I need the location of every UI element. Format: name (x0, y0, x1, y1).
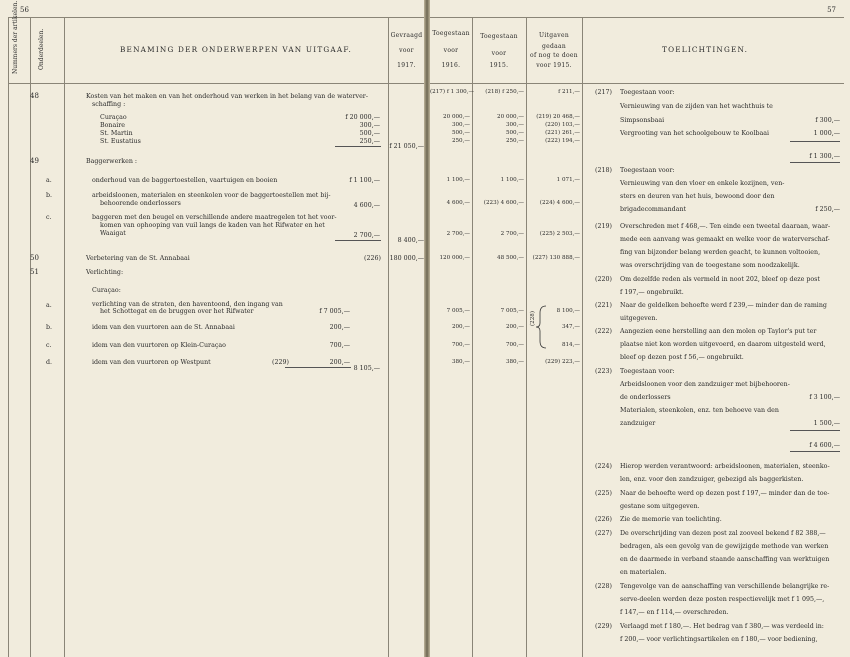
note-text: Toegestaan voor: (620, 368, 675, 375)
total: 180 000,— (389, 255, 424, 262)
note-text: f 147,— en f 114,— overschreden. (620, 609, 729, 616)
subtotal-rule (335, 240, 381, 241)
note-text: Overschreden met f 468,—. Ten einde een tweetal daaraan, waar- (620, 223, 831, 230)
note-number: (220) (595, 276, 612, 283)
note-text: gestane som uitgegeven. (620, 503, 700, 510)
note-text: Naar de geldelken behoefte werd f 239,— minder dan de raming (620, 302, 827, 309)
note-number: (228) (595, 583, 612, 590)
left-page (0, 0, 424, 657)
note-number: (219) (595, 223, 612, 230)
note-ref: (229) (272, 359, 289, 366)
col-header-1915-b: voor (491, 50, 507, 57)
amount: 200,— (329, 324, 350, 331)
col-rule (388, 18, 389, 657)
value-1915: 48 500,— (497, 255, 524, 261)
value-1915: 2 700,— (500, 231, 524, 237)
page-number-right: 57 (827, 6, 836, 14)
col-rule (8, 18, 9, 657)
row-text: Kosten van het maken en van het onderhoud van werken in het belang van de waterver- (86, 93, 368, 100)
sum-rule (790, 162, 840, 163)
place: St. Martin (100, 130, 133, 137)
value-1915: 7 005,— (500, 308, 524, 314)
col-header-spent-b: gedaan (541, 43, 567, 50)
amount: 700,— (329, 342, 350, 349)
row-text: arbeidsloonen, materialen en steenkolen voor de baggertoestellen met bij- (92, 192, 331, 199)
col-header-requested-2: voor (399, 47, 414, 54)
col-header-requested-1: Gevraagd (390, 32, 423, 39)
header-bottom-rule (430, 83, 844, 84)
note-text: Hierop werden verantwoord: arbeidsloonen, materialen, steenko- (620, 463, 830, 470)
note-amount: f 4 600,— (809, 442, 840, 449)
sum-rule (790, 141, 840, 142)
value-spent: 814,— (561, 342, 580, 348)
article-number: 51 (30, 268, 39, 276)
header-bottom-rule (8, 83, 424, 84)
value-spent: (221) 261,— (545, 130, 580, 136)
note-text: sters en deuren van het huis, bewoond door den (620, 193, 775, 200)
row-text: Verbetering van de St. Annabaai (86, 255, 190, 262)
note-text: Simpsonsbaai (620, 117, 665, 124)
note-text: Vernieuwing van den vloer en enkele kozijnen, ven- (620, 180, 785, 187)
row-text: idem van den vuurtoren op Westpunt (92, 359, 211, 366)
place: St. Eustatius (100, 138, 141, 145)
note-text: Verlaagd met f 180,—. Het bedrag van f 380,— was verdeeld in: (620, 623, 824, 630)
value-spent: (225) 2 503,— (539, 231, 580, 237)
place: Curaçao (100, 114, 127, 121)
value-1916: 300,— (451, 122, 470, 128)
page-number-left: 56 (20, 6, 29, 14)
note-amount: f 300,— (815, 117, 840, 124)
col-header-spent-a: Uitgaven (538, 32, 569, 39)
note-text: Materialen, steenkolen, enz. ten behoeve van den (620, 407, 779, 414)
value-1915: 380,— (505, 359, 524, 365)
total: 8 400,— (397, 237, 424, 244)
value-1916: 500,— (451, 130, 470, 136)
value-1915: 500,— (505, 130, 524, 136)
row-text: Waaigat (100, 230, 126, 237)
amount: f 7 005,— (319, 308, 350, 315)
note-text: Vernieuwing van de zijden van het wachthuis te (620, 103, 773, 110)
note-text: mede een aanvang was gemaakt en welke voor de waterverschaf- (620, 236, 830, 243)
note-number: (229) (595, 623, 612, 630)
value-1915: (218) f 250,— (485, 89, 524, 95)
sub-letter: c. (46, 342, 52, 349)
value-1915: 1 100,— (500, 177, 524, 183)
value-spent: (229) 223,— (545, 359, 580, 365)
header-top-rule (8, 17, 424, 18)
value-spent: (219) 20 468,— (536, 114, 580, 120)
col-header-spent-c: of nog te doen (530, 52, 578, 59)
amount: f 20 000,— (345, 114, 380, 121)
amount: 2 700,— (353, 232, 380, 239)
note-ref: (226) (364, 255, 381, 262)
note-text: zandzuiger (620, 420, 656, 427)
note-text: Naar de behoefte werd op dezen post f 197,— minder dan de toe- (620, 490, 830, 497)
note-text: Om dezelfde reden als vermeld in noot 202, bleef op deze post (620, 276, 820, 283)
row-text: het Schottegat en de bruggen over het Rifwater (100, 308, 254, 315)
row-text: baggeren met den beugel en verschillende andere maatregelen tot het voor- (92, 214, 337, 221)
amount: 300,— (359, 122, 380, 129)
amount: 200,— (329, 359, 350, 366)
value-spent: (220) 103,— (545, 122, 580, 128)
article-number: 49 (30, 157, 39, 165)
value-1916: 20 000,— (443, 114, 470, 120)
value-1915: 20 000,— (497, 114, 524, 120)
note-number: (218) (595, 167, 612, 174)
row-text: Curaçao: (92, 287, 121, 294)
note-number: (224) (595, 463, 612, 470)
value-spent: (222) 194,— (545, 138, 580, 144)
col-header-1915-c: 1915. (489, 62, 509, 69)
row-text: onderhoud van de baggertoestellen, vaartuigen en booien (92, 177, 278, 184)
amount: 4 600,— (353, 202, 380, 209)
row-text: idem van den vuurtoren op Klein-Curaçao (92, 342, 226, 349)
value-spent: (227) 130 888,— (532, 255, 580, 261)
article-number: 50 (30, 254, 39, 262)
note-text: Toegestaan voor: (620, 167, 675, 174)
note-text: Toegestaan voor: (620, 89, 675, 96)
sub-letter: b. (46, 192, 53, 199)
value-1915: 200,— (505, 324, 524, 330)
note-text: serve-deelen werden deze posten respectievelijk met f 1 095,—, (620, 596, 825, 603)
value-1915: 250,— (505, 138, 524, 144)
col-header-requested-3: 1917. (397, 62, 416, 69)
note-number: (227) (595, 530, 612, 537)
value-spent: 1 071,— (556, 177, 580, 183)
note-text: len, enz. voor den zandzuiger, gebezigd als baggerkisten. (620, 476, 804, 483)
note-text: De overschrijding van dezen post zal zooveel bekend f 82 388,— (620, 530, 826, 537)
sub-letter: a. (46, 177, 52, 184)
amount: f 1 100,— (349, 177, 380, 184)
note-text: f 200,— voor verlichtingsartikelen en f 180,— voor bediening, (620, 636, 818, 643)
col-rule (64, 18, 65, 657)
sub-letter: b. (46, 324, 53, 331)
row-text: schaffing : (92, 101, 126, 108)
col-header-spent-d: voor 1915. (536, 62, 572, 69)
brace-note-ref: (228) (530, 310, 536, 326)
sub-letter: d. (46, 359, 53, 366)
note-amount: f 250,— (815, 206, 840, 213)
col-header-title: BENAMING DER ONDERWERPEN VAN UITGAAF. (120, 45, 353, 54)
value-spent: 8 100,— (556, 308, 580, 314)
total: 8 105,— (353, 365, 380, 372)
note-text: bedragen, als een gevolg van de gewijzigde methode van werken (620, 543, 829, 550)
col-rule (582, 18, 583, 657)
col-header-1916-c: 1916. (441, 62, 461, 69)
note-text: Arbeidsloonen voor den zandzuiger met bijbehooren- (620, 381, 790, 388)
note-number: (217) (595, 89, 612, 96)
note-text: Zie de memorie van toelichting. (620, 516, 722, 523)
value-1916: 4 600,— (446, 200, 470, 206)
value-1916: 1 100,— (446, 177, 470, 183)
col-header-1916-a: Toegestaan (432, 30, 470, 37)
value-1916: (217) f 1 300,— (430, 89, 475, 95)
value-1915: 700,— (505, 342, 524, 348)
note-number: (223) (595, 368, 612, 375)
col-rule (30, 18, 31, 657)
sub-letter: a. (46, 302, 52, 309)
row-text: behoorende onderlossers (100, 200, 181, 207)
value-1916: 200,— (451, 324, 470, 330)
note-text: uitgegeven. (620, 315, 658, 322)
note-text: Vergrooting van het schoolgebouw te Koolbaai (620, 130, 770, 137)
value-spent: 347,— (561, 324, 580, 330)
sub-letter: c. (46, 214, 52, 221)
note-number: (225) (595, 490, 612, 497)
note-amount: f 1 300,— (809, 153, 840, 160)
header-top-rule (430, 17, 844, 18)
col-header-1916-b: voor (443, 47, 459, 54)
note-amount: 1 000,— (813, 130, 840, 137)
note-text: was overschrijding van de toegestane som noodzakelijk. (620, 262, 800, 269)
right-page (430, 0, 850, 657)
col-header-article: Nummers der artikelen. (12, 0, 19, 74)
col-rule (472, 18, 473, 657)
value-1915: 300,— (505, 122, 524, 128)
value-1916: 7 005,— (446, 308, 470, 314)
value-1916: 700,— (451, 342, 470, 348)
value-1916: 380,— (451, 359, 470, 365)
note-amount: 1 500,— (813, 420, 840, 427)
note-number: (222) (595, 328, 612, 335)
row-text: verlichting van de straten, den haventoond, den ingang van (92, 301, 283, 308)
amount: 500,— (359, 130, 380, 137)
note-text: bleef op dezen post f 56,— ongebruikt. (620, 354, 744, 361)
note-text: en materialen. (620, 569, 667, 576)
value-1916: 250,— (451, 138, 470, 144)
note-text: Tengevolge van de aanschaffing van verschillende belangrijke re- (620, 583, 830, 590)
value-1916: 120 000,— (439, 255, 470, 261)
sum-rule (790, 451, 840, 452)
note-text: f 197,— ongebruikt. (620, 289, 684, 296)
value-1915: (223) 4 600,— (483, 200, 524, 206)
value-spent: (224) 4 600,— (539, 200, 580, 206)
note-text: plaatse niet kon worden uitgevoerd, en daarom uitgesteld werd, (620, 341, 826, 348)
col-header-notes: TOELICHTINGEN. (662, 45, 749, 54)
col-header-sub: Onderdeelen. (38, 28, 45, 70)
col-rule (526, 18, 527, 657)
row-text: idem van den vuurtoren aan de St. Annabaai (92, 324, 235, 331)
subtotal-rule (335, 146, 381, 147)
amount: 250,— (359, 138, 380, 145)
note-text: fing van bijzonder belang werden geacht, te kunnen voltooien, (620, 249, 821, 256)
note-number: (221) (595, 302, 612, 309)
value-spent: f 211,— (558, 89, 580, 95)
value-1916: 2 700,— (446, 231, 470, 237)
row-text: komen van ophooping van vuil langs de kaden van het Rifwater en het (100, 222, 325, 229)
col-header-1915-a: Toegestaan (480, 33, 518, 40)
article-number: 48 (30, 92, 39, 100)
note-amount: f 3 100,— (809, 394, 840, 401)
note-text: Aangezien eene herstelling aan den molen op Taylor's put ter (620, 328, 817, 335)
note-text: de onderlossers (620, 394, 671, 401)
row-text: Verlichting: (86, 269, 124, 276)
sum-rule (790, 430, 840, 431)
note-number: (226) (595, 516, 612, 523)
total: f 21 050,— (389, 143, 424, 150)
note-text: brigadecommandant (620, 206, 687, 213)
row-text: Baggerwerken : (86, 158, 138, 165)
place: Bonaire (100, 122, 125, 129)
note-text: en de daarmede in verband staande aanschaffing van werktuigen (620, 556, 830, 563)
